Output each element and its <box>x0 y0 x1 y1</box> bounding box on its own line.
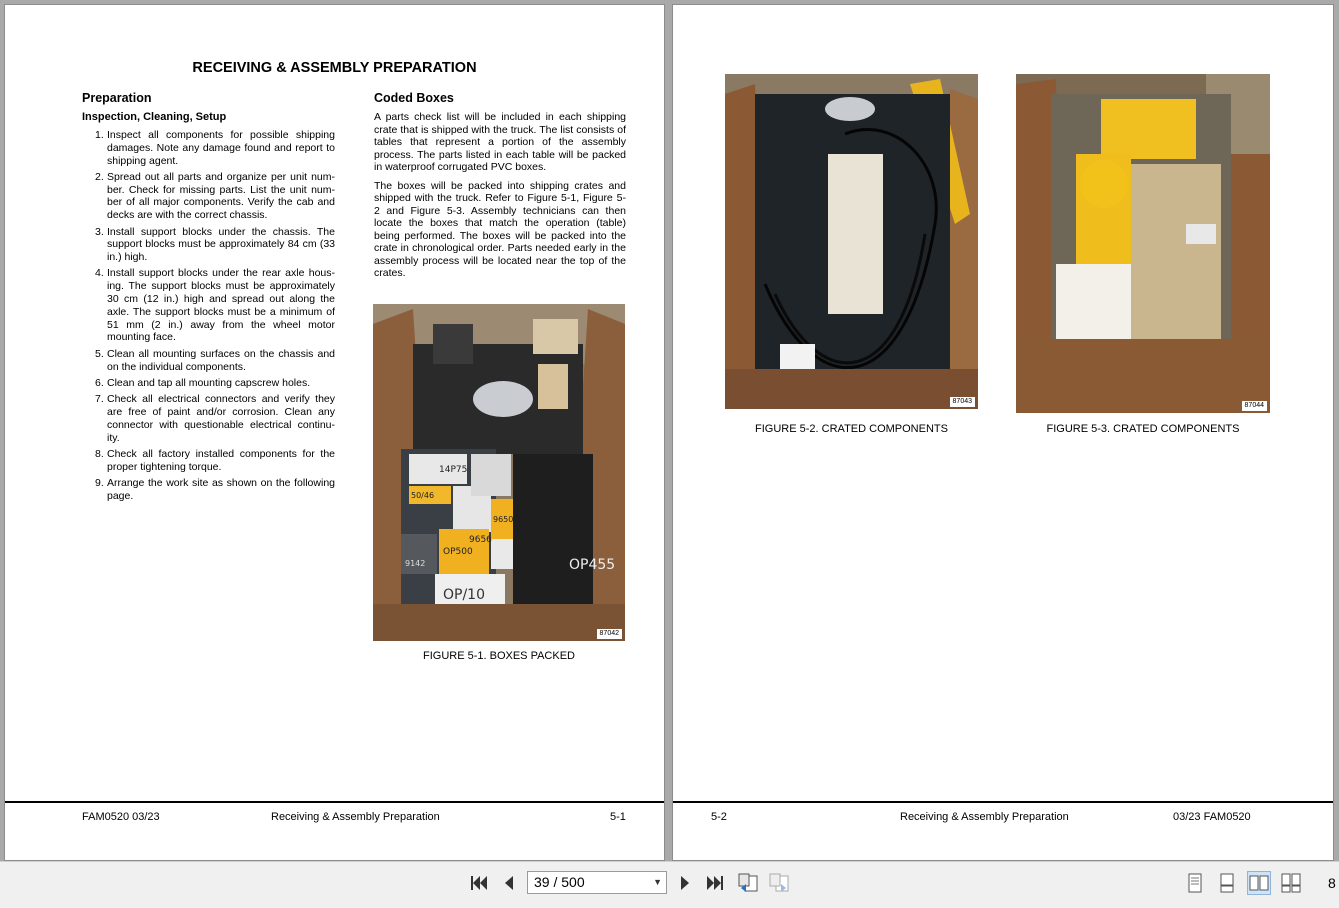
footer-rule <box>673 801 1333 803</box>
previous-page-button[interactable] <box>498 872 520 894</box>
dropdown-arrow-icon[interactable]: ▼ <box>653 877 662 887</box>
single-page-view-button[interactable] <box>1183 871 1207 895</box>
figure-5-1-photo <box>373 304 625 641</box>
preparation-column <box>82 91 335 506</box>
page-number-input[interactable] <box>527 871 667 894</box>
previous-view-button[interactable] <box>737 872 759 894</box>
last-page-icon <box>706 875 724 891</box>
footer-page-number: 5-2 <box>711 811 727 823</box>
step-item: 2. Spread out all parts and organize per unit num- ber. Check for missing parts. List the unit num- ber of all major components. Verify the cab and decks are with the correct chassis. <box>95 170 335 222</box>
figure-caption: FIGURE 5-2. CRATED COMPONENTS <box>755 423 948 435</box>
box-label: 50/46 <box>411 491 435 500</box>
zoom-level-text[interactable]: 8 <box>1328 875 1336 891</box>
step-item: 5. Clean all mounting surfaces on the chassis and on the individual components. <box>95 347 335 373</box>
coded-boxes-column <box>374 91 626 286</box>
preparation-steps <box>82 129 335 503</box>
coded-boxes-paragraph: The boxes will be packed into shipping crates and shipped with the truck. Refer to Figure 5-1, Figure 5- 2 and Figure 5-3. Assembly technicians can then locate the boxes that match the operation (table) being performed. The boxes will be packed into the crate in chronological order. Parts needed early in the assembly process will be located near the top of the crates. <box>374 179 626 279</box>
preparation-heading: Preparation <box>82 91 152 105</box>
continuous-page-icon <box>1218 873 1236 893</box>
coded-boxes-heading: Coded Boxes <box>374 91 454 105</box>
figure-caption: FIGURE 5-3. CRATED COMPONENTS <box>1046 423 1240 435</box>
step-item: 1. Inspect all components for possible shipping damages. Note any damage found and report to shipping agent. <box>95 129 335 167</box>
continuous-view-button[interactable] <box>1215 871 1239 895</box>
footer-page-number: 5-1 <box>610 811 626 823</box>
step-item: 8. Check all factory installed components for the proper tightening torque. <box>95 447 335 473</box>
facing-view-button[interactable] <box>1247 871 1271 895</box>
footer-section: Receiving & Assembly Preparation <box>271 811 440 823</box>
step-item: 9. Arrange the work site as shown on the following page. <box>95 476 335 502</box>
inspection-subheading: Inspection, Cleaning, Setup <box>82 111 227 123</box>
coded-boxes-paragraph: A parts check list will be included in each shipping crate that is shipped with the truck. The list consists of tables that represent a portion of the assembly process. The parts listed in each table will be packed in waterproof corrugated PVC boxes. <box>374 111 626 173</box>
crated-components-image <box>1016 74 1270 413</box>
document-page-right <box>673 5 1333 860</box>
box-label: OP/10 <box>443 587 485 603</box>
box-label: OP500 <box>443 547 473 557</box>
footer-doc-id: 03/23 FAM0520 <box>1173 811 1251 823</box>
figure-caption: FIGURE 5-1. BOXES PACKED <box>422 650 575 662</box>
figure-number: 87042 <box>597 629 622 639</box>
box-label: 9142 <box>405 559 426 568</box>
crated-components-image <box>725 74 978 409</box>
previous-view-icon <box>737 873 759 893</box>
facing-pages-icon <box>1249 874 1269 892</box>
step-item: 4. Install support blocks under the rear axle hous- ing. The support blocks must be approximately 30 cm (12 in.) high and spread out along the axle. The support blocks must be a minimum of 51 mm (2 in.) away from the wheel motor mounting face. <box>95 267 335 344</box>
first-page-icon <box>470 875 488 891</box>
figure-number: 87044 <box>1242 401 1267 411</box>
continuous-facing-view-button[interactable] <box>1279 871 1303 895</box>
first-page-button[interactable] <box>468 872 490 894</box>
previous-page-icon <box>503 875 515 891</box>
box-label: 9656 <box>469 535 492 545</box>
boxes-packed-image <box>373 304 625 641</box>
last-page-button[interactable] <box>704 872 726 894</box>
next-view-icon <box>768 873 790 893</box>
next-view-button[interactable] <box>768 872 790 894</box>
continuous-facing-icon <box>1280 873 1302 893</box>
next-page-button[interactable] <box>674 872 696 894</box>
step-item: 7. Check all electrical connectors and verify they are free of paint and/or corrosion. Clean any connector with questionable electrical continu- ity. <box>95 393 335 444</box>
footer-section: Receiving & Assembly Preparation <box>900 811 1069 823</box>
document-page-left <box>5 5 664 860</box>
step-item: 3. Install support blocks under the chassis. The support blocks must be approximately 84 cm (33 in.) high. <box>95 225 335 264</box>
figure-5-2-photo <box>725 74 978 409</box>
page-title: RECEIVING & ASSEMBLY PREPARATION <box>192 60 477 76</box>
box-label: 9650 <box>493 515 514 524</box>
page-indicator: 39 / 500 <box>534 874 585 890</box>
box-label: 14P75 <box>439 465 468 475</box>
box-label: OP455 <box>569 557 616 573</box>
footer-rule <box>5 801 664 803</box>
figure-number: 87043 <box>950 397 975 407</box>
viewer-toolbar <box>0 861 1339 908</box>
next-page-icon <box>679 875 691 891</box>
step-item: 6. Clean and tap all mounting capscrew holes. <box>95 376 311 389</box>
single-page-icon <box>1187 873 1203 893</box>
figure-5-3-photo <box>1016 74 1270 413</box>
footer-doc-id: FAM0520 03/23 <box>82 811 160 823</box>
